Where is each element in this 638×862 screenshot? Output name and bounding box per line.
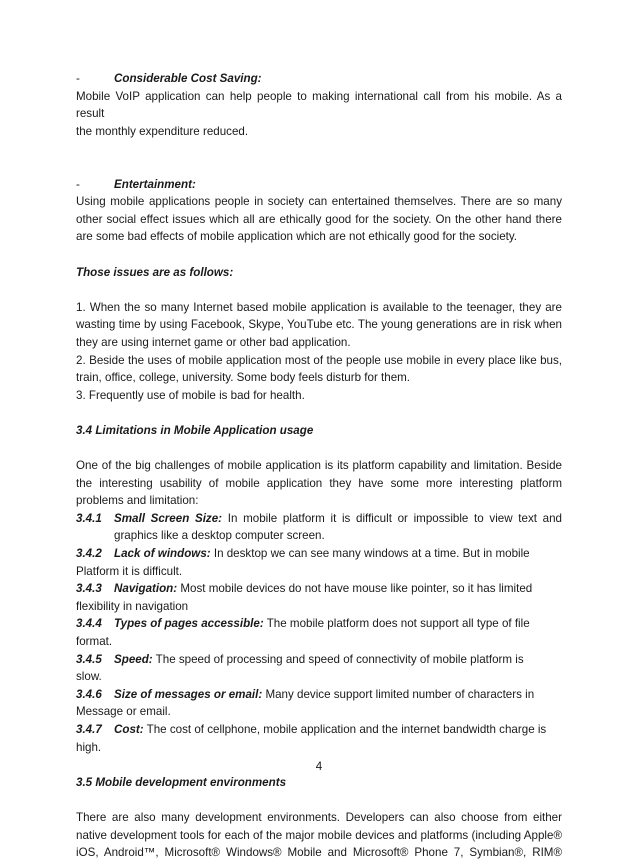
issues-heading: Those issues are as follows: bbox=[76, 265, 234, 279]
paragraph-line: problems and limitation: bbox=[76, 494, 199, 508]
paragraph-line: they are using internet game or other bad application. bbox=[76, 335, 351, 349]
item-text: The mobile platform does not support all type of file bbox=[263, 617, 530, 631]
item-number: 3.4.1 bbox=[76, 511, 102, 525]
limitation-item bbox=[76, 651, 562, 669]
item-title: Navigation: bbox=[114, 582, 178, 596]
paragraph-line: the monthly expenditure reduced. bbox=[76, 124, 249, 138]
item-number: 3.4.2 bbox=[76, 547, 102, 561]
paragraph-line: iOS, Android™, Microsoft® Windows® Mobile and Microsoft® Phone 7, Symbian®, RIM® bbox=[76, 846, 562, 860]
heading-text: Entertainment: bbox=[114, 177, 196, 191]
paragraph-line: There are also many development environments. Developers can also choose from either bbox=[76, 810, 562, 824]
bullet-dash: - bbox=[76, 72, 80, 85]
item-text: In mobile platform it is difficult or impossible to view text and bbox=[222, 511, 563, 525]
item-text: Most mobile devices do not have mouse like pointer, so it has limited bbox=[177, 582, 533, 596]
paragraph-line: are some bad effects of mobile application which are not ethically good for the society. bbox=[76, 230, 518, 244]
paragraph-line: 1. When the so many Internet based mobile application is available to the teenager, they are bbox=[76, 300, 562, 314]
paragraph-line: Mobile VoIP application can help people to making international call from his mobile. As a result bbox=[76, 89, 562, 121]
cost-saving-heading bbox=[76, 70, 562, 88]
paragraph-line: 2. Beside the uses of mobile application most of the people use mobile in every place like bus, bbox=[76, 353, 562, 367]
item-text: The speed of processing and speed of connectivity of mobile platform is bbox=[152, 652, 524, 666]
paragraph-line: train, office, college, university. Some body feels disturb for them. bbox=[76, 371, 411, 385]
limitation-item bbox=[76, 615, 562, 633]
limitation-item bbox=[76, 545, 562, 563]
item-continuation: high. bbox=[76, 740, 102, 754]
paragraph-line: Using mobile applications people in society can entertained themselves. There are so many bbox=[76, 195, 562, 209]
paragraph-line: One of the big challenges of mobile application is its platform capability and limitation. Beside bbox=[76, 459, 562, 473]
item-continuation: graphics like a desktop computer screen. bbox=[114, 529, 325, 543]
item-text: The cost of cellphone, mobile application and the internet bandwidth charge is bbox=[143, 722, 547, 736]
limitation-item bbox=[76, 510, 562, 528]
paragraph-line: 3. Frequently use of mobile is bad for health. bbox=[76, 388, 305, 402]
item-continuation: format. bbox=[76, 635, 113, 648]
item-number: 3.4.5 bbox=[76, 652, 102, 666]
heading-text: Considerable Cost Saving: bbox=[114, 72, 262, 85]
item-title: Speed: bbox=[114, 652, 153, 666]
item-number: 3.4.6 bbox=[76, 687, 102, 701]
page-number: 4 bbox=[315, 760, 323, 773]
item-number: 3.4.3 bbox=[76, 582, 102, 596]
section-heading-3-4: 3.4 Limitations in Mobile Application usage bbox=[76, 423, 314, 437]
bullet-dash: - bbox=[76, 177, 80, 191]
item-text: In desktop we can see many windows at a time. But in mobile bbox=[210, 547, 530, 561]
paragraph-line: wasting time by using Facebook, Skype, YouTube etc. The young generations are in risk when bbox=[76, 318, 562, 332]
item-continuation: Platform it is difficult. bbox=[76, 564, 183, 578]
paragraph-line: other social effect issues which all are ethically good for the society. On the other hand there bbox=[76, 212, 562, 226]
item-title: Types of pages accessible: bbox=[114, 617, 264, 631]
item-title: Small Screen Size: bbox=[114, 511, 223, 525]
item-continuation: flexibility in navigation bbox=[76, 599, 189, 613]
item-continuation: slow. bbox=[76, 670, 102, 684]
item-number: 3.4.4 bbox=[76, 617, 102, 631]
entertainment-heading bbox=[76, 176, 562, 194]
item-text: Many device support limited number of characters in bbox=[262, 687, 535, 701]
item-title: Lack of windows: bbox=[114, 547, 211, 561]
limitation-item bbox=[76, 686, 562, 704]
limitation-item bbox=[76, 721, 562, 739]
item-number: 3.4.7 bbox=[76, 722, 102, 736]
limitation-item bbox=[76, 580, 562, 598]
document-page bbox=[76, 70, 562, 862]
section-heading-3-5: 3.5 Mobile development environments bbox=[76, 775, 287, 789]
paragraph-line: native development tools for each of the major mobile devices and platforms (including Apple® bbox=[76, 828, 562, 842]
item-continuation: Message or email. bbox=[76, 705, 171, 719]
item-title: Size of messages or email: bbox=[114, 687, 263, 701]
item-title: Cost: bbox=[114, 722, 144, 736]
paragraph-line: the interesting usability of mobile application they have some more interesting platform bbox=[76, 476, 562, 490]
